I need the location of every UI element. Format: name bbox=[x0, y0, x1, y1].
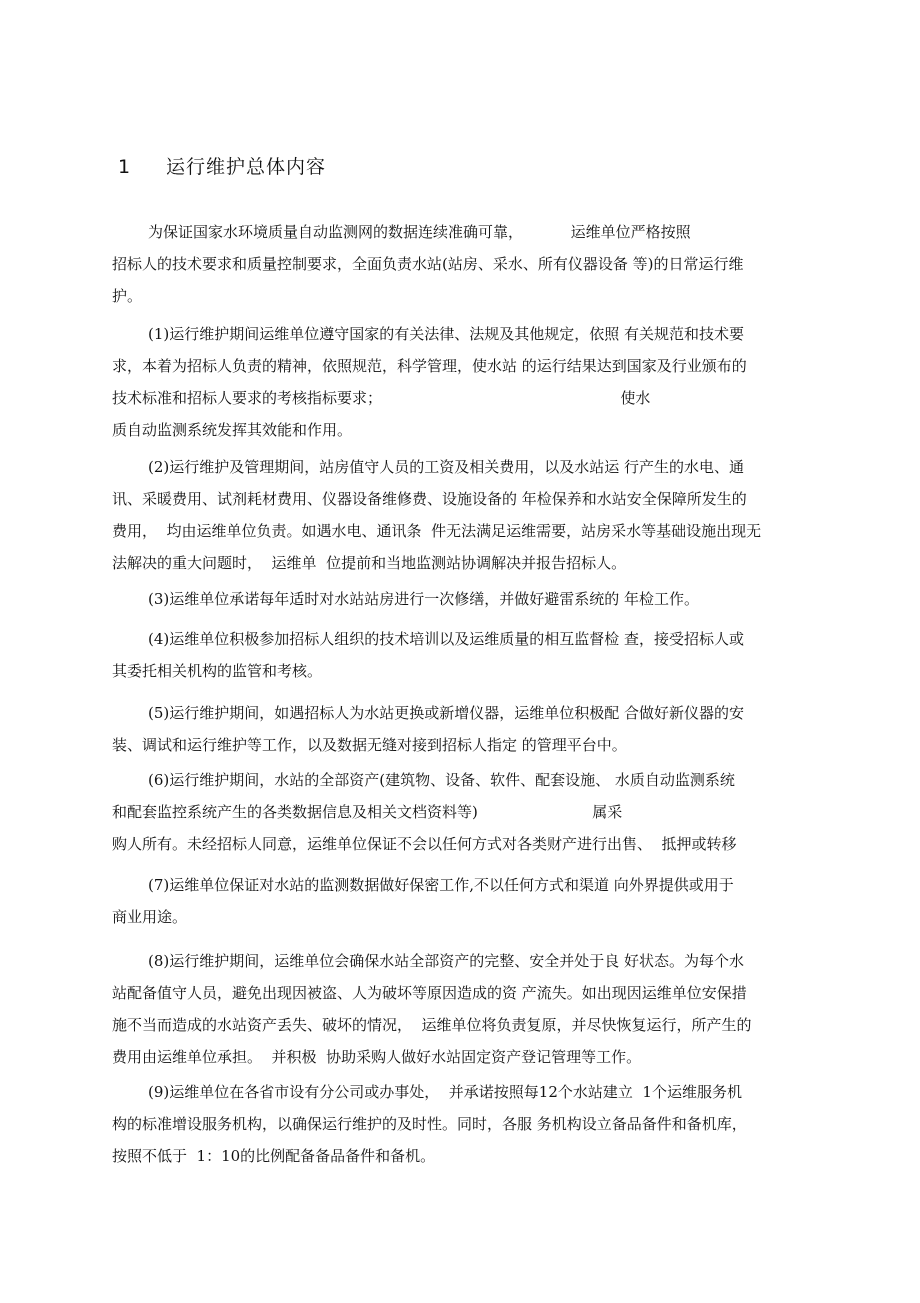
section-heading bbox=[118, 152, 326, 179]
paragraph-item-2 bbox=[112, 451, 812, 579]
text-line: (3)运维单位承诺每年适时对水站站房进行一次修缮，并做好避雷系统的 年检工作。 bbox=[148, 590, 700, 608]
text-line: 护。 bbox=[112, 287, 143, 305]
paragraph-item-1 bbox=[112, 318, 812, 446]
text-line: (6)运行维护期间，水站的全部资产(建筑物、设备、软件、配套设施、 水质自动监测系统 bbox=[148, 771, 735, 789]
text-line: 商业用途。 bbox=[112, 908, 188, 926]
text-line: 求，本着为招标人负责的精神，依照规范，科学管理，使水站 的运行结果达到国家及行业颁布的 bbox=[112, 357, 747, 375]
text-line: (5)运行维护期间，如遇招标人为水站更换或新增仪器，运维单位积极配 合做好新仪器的安 bbox=[148, 704, 745, 722]
text-line: 法解决的重大问题时， 运维单 位提前和当地监测站协调解决并报告招标人。 bbox=[112, 554, 627, 572]
paragraph-item-6 bbox=[112, 764, 812, 860]
text-line: 站配备值守人员，避免出现因被盗、人为破坏等原因造成的资 产流失。如出现因运维单位安保措 bbox=[112, 984, 747, 1002]
text-line: (4)运维单位积极参加招标人组织的技术培训以及运维质量的相互监督检 查，接受招标人或 bbox=[148, 630, 745, 648]
text-line: (7)运维单位保证对水站的监测数据做好保密工作,不以任何方式和渠道 向外界提供或用于 bbox=[148, 876, 734, 894]
text-line: 和配套监控系统产生的各类数据信息及相关文档资料等) 属采 bbox=[112, 803, 623, 821]
text-line: 施不当而造成的水站资产丢失、破坏的情况， 运维单位将负责复原，并尽快恢复运行，所产生的 bbox=[112, 1016, 752, 1034]
text-line: 构的标准增设服务机构，以确保运行维护的及时性。同时，各服 务机构设立备品备件和备机库， bbox=[112, 1115, 747, 1133]
paragraph-item-9 bbox=[112, 1076, 812, 1172]
paragraph-item-8 bbox=[112, 945, 812, 1073]
paragraph-item-4 bbox=[112, 623, 812, 687]
paragraph-intro bbox=[112, 216, 812, 312]
text-line: (9)运维单位在各省市设有分公司或办事处， 并承诺按照每12个水站建立 1个运维服务机 bbox=[148, 1083, 742, 1101]
paragraph-item-7 bbox=[112, 869, 812, 933]
text-line: 其委托相关机构的监管和考核。 bbox=[112, 662, 323, 680]
text-line: 按照不低于 1：10的比例配备备品备件和备机。 bbox=[112, 1147, 436, 1165]
section-number: 1 bbox=[118, 156, 132, 178]
text-line: 为保证国家水环境质量自动监测网的数据连续准确可靠， 运维单位严格按照 bbox=[148, 223, 691, 241]
text-line: (2)运行维护及管理期间，站房值守人员的工资及相关费用，以及水站运 行产生的水电、通 bbox=[148, 458, 745, 476]
text-line: (8)运行维护期间，运维单位会确保水站全部资产的完整、安全并处于良 好状态。为每个水 bbox=[148, 952, 745, 970]
section-title: 运行维护总体内容 bbox=[166, 156, 327, 178]
text-line: 讯、采暖费用、试剂耗材费用、仪器设备维修费、设施设备的 年检保养和水站安全保障所发生的 bbox=[112, 490, 747, 508]
text-line: 招标人的技术要求和质量控制要求，全面负责水站(站房、采水、所有仪器设备 等)的日常运行维 bbox=[112, 255, 744, 273]
paragraph-item-3 bbox=[112, 583, 812, 615]
text-line: (1)运行维护期间运维单位遵守国家的有关法律、法规及其他规定，依照 有关规范和技术要 bbox=[148, 325, 745, 343]
text-line: 装、调试和运行维护等工作，以及数据无缝对接到招标人指定 的管理平台中。 bbox=[112, 736, 627, 754]
text-line: 购人所有。未经招标人同意，运维单位保证不会以任何方式对各类财产进行出售、 抵押或转移 bbox=[112, 835, 737, 853]
text-line: 技术标准和招标人要求的考核指标要求； 使水 bbox=[112, 389, 651, 407]
text-line: 费用由运维单位承担。 并积极 协助采购人做好水站固定资产登记管理等工作。 bbox=[112, 1048, 642, 1066]
text-line: 质自动监测系统发挥其效能和作用。 bbox=[112, 421, 353, 439]
text-line: 费用， 均由运维单位负责。如遇水电、通讯条 件无法满足运维需要，站房采水等基础设施出现无 bbox=[112, 522, 762, 540]
paragraph-item-5 bbox=[112, 697, 812, 761]
